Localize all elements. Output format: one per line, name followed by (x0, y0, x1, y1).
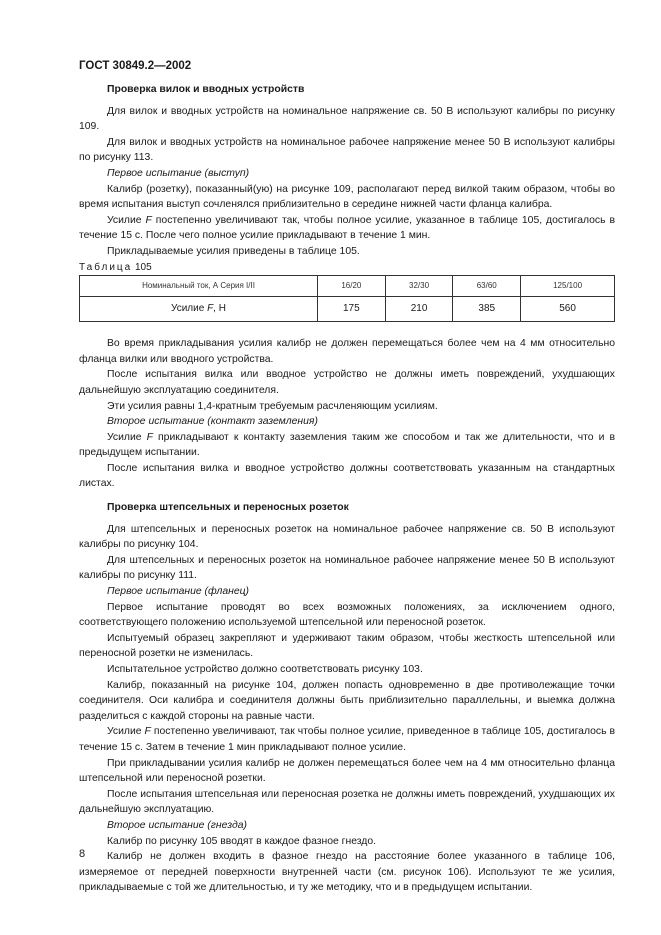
table-caption-word: Таблица (79, 261, 133, 273)
table-cell: 125/100 (521, 276, 615, 297)
paragraph: Испытуемый образец закрепляют и удерживают таким образом, чтобы жесткость штепсельной или переносной розетки не изменилась. (79, 632, 615, 660)
table-cell: 63/60 (453, 276, 521, 297)
document-id: ГОСТ 30849.2—2002 (79, 60, 192, 72)
subheading-second-test: Второе испытание (контакт заземления) (107, 416, 318, 428)
page-content (79, 82, 615, 896)
paragraph: После испытания вилка или вводное устройство не должны иметь повреждений, ухудшающих дальнейшую эксплуатацию соединителя. (79, 369, 615, 396)
table-cell: 210 (385, 297, 453, 322)
paragraph (79, 213, 615, 244)
paragraph: После испытания вилка и вводное устройство должны соответствовать указанным на стандартных листах. (79, 462, 615, 490)
section-heading-sockets: Проверка штепсельных и переносных розеток (107, 502, 349, 514)
table-cell: 385 (453, 297, 521, 322)
text-fragment: Усилие (171, 303, 208, 315)
paragraph: Во время прикладывания усилия калибр не должен перемещаться более чем на 4 мм относительно фланца вилки или вводного устройства. (79, 338, 615, 365)
table-row (80, 297, 615, 322)
text-fragment: Усилие (107, 214, 146, 226)
paragraph: При прикладывании усилия калибр не должен перемещаться более чем на 4 мм относительно фланца штепсельной или переносной розетки. (79, 757, 615, 785)
text-fragment: постепенно увеличивают, так чтобы полное усилие, приведенное в таблице 105, достигалось в течение 15 с. Затем в течение 1 мин прикладывают полное усилие. (79, 726, 615, 753)
force-symbol: F (145, 214, 152, 226)
section-heading-plugs: Проверка вилок и вводных устройств (107, 84, 305, 95)
paragraph (79, 724, 615, 755)
table-cell: Номинальный ток, А Серия I/II (80, 276, 318, 297)
table-caption (79, 260, 615, 276)
paragraph: Калибр не должен входить в фазное гнездо на расстояние более указанного в таблице 106, измеряемое от передней поверхности внутренней части (см. рисунок 106). Используют те же усилия, прикладываемые с той же длительностью, и ту же методику, что и в предыдущем испытании. (79, 851, 615, 894)
table-cell: 560 (521, 297, 615, 322)
table-cell: 175 (318, 297, 386, 322)
text-fragment: прикладывают к контакту заземления таким же способом и так же длительности, что и в предыдущем испытании. (79, 431, 616, 459)
paragraph: Эти усилия равны 1,4-кратным требуемым расчленяющим усилиям. (107, 400, 438, 412)
subheading-first-test: Первое испытание (фланец) (107, 586, 249, 598)
table-cell (80, 297, 318, 322)
paragraph: Первое испытание проводят во всех возможных положениях, за исключением одного, соответствующего положению используемой штепсельной или переносной розеток. (79, 601, 615, 629)
table-caption-number: 105 (135, 261, 152, 273)
text-fragment: , Н (213, 303, 226, 315)
paragraph: Для штепсельных и переносных розеток на номинальное рабочее напряжение менее 50 В используют калибры по рисунку 111. (79, 554, 615, 582)
table-cell: 32/30 (385, 276, 453, 297)
paragraph: Для вилок и вводных устройств на номинальное рабочее напряжение менее 50 В используют калибры по рисунку 113. (79, 136, 615, 164)
subheading-second-test: Второе испытание (гнезда) (107, 819, 247, 831)
paragraph: Испытательное устройство должно соответствовать рисунку 103. (107, 664, 423, 675)
force-symbol: F (146, 431, 153, 443)
text-fragment: Усилие (107, 726, 145, 738)
page-number: 8 (79, 848, 86, 860)
text-fragment: постепенно увеличивают так, чтобы полное усилие, указанное в таблице 105, достигалось в течение 15 с. После чего полное усилие прикладывают в течение 1 мин. (79, 214, 616, 242)
paragraph: После испытания штепсельная или переносная розетка не должны иметь повреждений, ухудшающих их дальнейшую эксплуатацию. (79, 788, 615, 816)
table-cell: 16/20 (318, 276, 386, 297)
forces-table (79, 275, 615, 322)
force-symbol: F (144, 726, 151, 738)
paragraph: Прикладываемые усилия приведены в таблице 105. (107, 245, 360, 257)
subheading-first-test: Первое испытание (выступ) (107, 167, 250, 179)
paragraph: Калибр, показанный на рисунке 104, должен попасть одновременно в две противолежащие точки соединителя. Оси калибра и соединителя должны быть приблизительно параллельны, и выемка должна разделиться с каждой стороны на равные части. (79, 679, 615, 722)
paragraph: Калибр (розетку), показанный(ую) на рисунке 109, располагают перед вилкой таким образом, чтобы во время испытания выступ сочленялся приблизительно в середине нижней части фланца калибра. (79, 183, 615, 211)
text-fragment: Усилие (107, 431, 147, 443)
force-symbol: F (207, 303, 214, 315)
paragraph: Для штепсельных и переносных розеток на номинальное рабочее напряжение св. 50 В используют калибры по рисунку 104. (79, 523, 615, 551)
paragraph (79, 430, 615, 461)
paragraph: Для вилок и вводных устройств на номинальное напряжение св. 50 В используют калибры по рисунку 109. (79, 105, 615, 133)
paragraph: Калибр по рисунку 105 вводят в каждое фазное гнездо. (107, 835, 377, 847)
table-row (80, 276, 615, 297)
